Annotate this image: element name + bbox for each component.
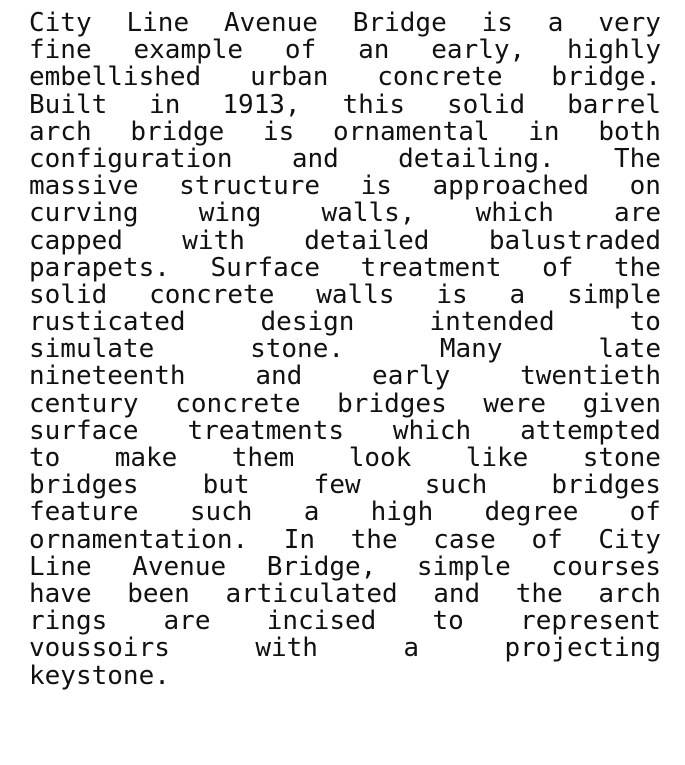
word: represent bbox=[520, 606, 661, 637]
word: is bbox=[262, 116, 295, 147]
text-line bbox=[29, 578, 661, 609]
text-line bbox=[29, 415, 661, 446]
text-line bbox=[29, 336, 661, 363]
word: voussoirs bbox=[29, 633, 170, 664]
word: simple bbox=[567, 279, 661, 310]
word: capped bbox=[29, 225, 123, 256]
word: high bbox=[370, 497, 434, 528]
word: feature bbox=[29, 497, 139, 528]
word: Many bbox=[439, 334, 503, 365]
word: wing bbox=[198, 198, 262, 229]
word: early bbox=[372, 361, 451, 392]
word: of bbox=[284, 35, 317, 66]
word: detailed bbox=[304, 225, 430, 256]
word: in bbox=[528, 116, 560, 147]
text-line bbox=[29, 608, 661, 635]
word: rusticated bbox=[29, 307, 186, 338]
word: highly bbox=[567, 35, 661, 66]
word: concrete bbox=[175, 388, 301, 419]
word: and bbox=[255, 361, 303, 392]
word: on bbox=[629, 171, 661, 202]
word: ornamentation. bbox=[29, 524, 249, 555]
word: late bbox=[598, 334, 661, 365]
text-line bbox=[29, 252, 661, 283]
word: rings bbox=[29, 606, 108, 637]
word: treatments bbox=[187, 415, 345, 446]
word: this bbox=[342, 89, 406, 120]
text-line bbox=[29, 388, 661, 419]
word: fine bbox=[29, 35, 92, 66]
text-line bbox=[29, 499, 661, 526]
word: been bbox=[127, 578, 190, 609]
text-line bbox=[29, 37, 661, 64]
word: Avenue bbox=[132, 551, 227, 582]
word: keystone. bbox=[29, 660, 170, 691]
word: like bbox=[465, 443, 529, 473]
word: case bbox=[433, 524, 496, 555]
word: an bbox=[358, 35, 390, 66]
word: detailing. bbox=[398, 143, 555, 174]
word: Line bbox=[126, 8, 190, 38]
text-line bbox=[29, 64, 661, 91]
word: incised bbox=[266, 606, 377, 637]
word: very bbox=[598, 8, 661, 38]
word: City bbox=[29, 8, 92, 38]
word: stone bbox=[582, 443, 661, 473]
word: a bbox=[403, 633, 420, 664]
text-line bbox=[29, 143, 661, 174]
word: were bbox=[483, 388, 547, 419]
word: solid bbox=[446, 89, 526, 120]
text-line bbox=[29, 635, 661, 662]
word: Built bbox=[29, 89, 108, 120]
word: Avenue bbox=[224, 8, 318, 38]
word: such bbox=[189, 497, 253, 528]
word: have bbox=[29, 578, 92, 609]
word: the bbox=[350, 524, 398, 555]
word: treatment bbox=[360, 252, 502, 283]
word: City bbox=[598, 524, 661, 555]
text-line bbox=[29, 551, 661, 582]
word: few bbox=[313, 470, 361, 501]
text-line bbox=[29, 200, 661, 227]
word: urban bbox=[250, 62, 329, 93]
word: is bbox=[360, 171, 392, 202]
word: bridge. bbox=[551, 62, 661, 93]
text-line bbox=[29, 309, 661, 336]
word: given bbox=[582, 388, 661, 419]
word: the bbox=[613, 252, 661, 283]
word: In bbox=[283, 524, 316, 555]
word: in bbox=[149, 89, 181, 120]
word: bridges bbox=[337, 388, 447, 419]
word: walls, bbox=[321, 198, 416, 229]
word: concrete bbox=[149, 279, 275, 310]
word: but bbox=[202, 470, 250, 501]
word: curving bbox=[29, 198, 139, 229]
text-line bbox=[29, 660, 661, 691]
word: parapets. bbox=[29, 252, 170, 283]
word: to bbox=[432, 606, 464, 637]
word: ornamental bbox=[333, 116, 490, 147]
text-line bbox=[29, 472, 661, 499]
word: a bbox=[547, 8, 564, 38]
word: bridges bbox=[29, 470, 139, 501]
word: to bbox=[29, 443, 61, 473]
text-line bbox=[29, 116, 661, 147]
word: bridges bbox=[551, 470, 661, 501]
word: degree bbox=[484, 497, 579, 528]
word: the bbox=[515, 578, 563, 609]
word: attempted bbox=[520, 415, 661, 446]
word: Bridge bbox=[352, 8, 447, 38]
word: a bbox=[303, 497, 320, 528]
word: approached bbox=[432, 171, 590, 202]
word: configuration bbox=[29, 143, 233, 174]
word: structure bbox=[179, 171, 321, 202]
word: of bbox=[531, 524, 563, 555]
word: are bbox=[163, 606, 211, 637]
word: concrete bbox=[377, 62, 503, 93]
word: intended bbox=[429, 307, 555, 338]
word: with bbox=[182, 225, 245, 256]
word: 1913, bbox=[222, 89, 301, 120]
word: such bbox=[424, 470, 488, 501]
word: are bbox=[614, 198, 661, 229]
text-line bbox=[29, 10, 661, 37]
word: with bbox=[255, 633, 318, 664]
word: solid bbox=[29, 279, 108, 310]
word: them bbox=[231, 443, 295, 473]
word: nineteenth bbox=[29, 361, 186, 392]
word: is bbox=[436, 279, 468, 310]
word: Surface bbox=[210, 252, 321, 283]
word: century bbox=[29, 388, 139, 419]
word: arch bbox=[598, 578, 661, 609]
word: a bbox=[509, 279, 526, 310]
word: courses bbox=[551, 551, 661, 582]
text-line bbox=[29, 225, 661, 256]
word: example bbox=[133, 35, 244, 66]
word: massive bbox=[29, 171, 139, 202]
word: balustraded bbox=[488, 225, 661, 256]
word: which bbox=[392, 415, 472, 446]
word: embellished bbox=[29, 62, 202, 93]
word: surface bbox=[29, 415, 139, 446]
word: both bbox=[598, 116, 661, 147]
word: which bbox=[475, 198, 554, 229]
word: stone. bbox=[250, 334, 345, 365]
word: projecting bbox=[504, 633, 661, 664]
text-line bbox=[29, 173, 661, 200]
paragraph bbox=[29, 10, 661, 690]
text-line bbox=[29, 89, 661, 120]
word: walls bbox=[316, 279, 395, 310]
word: simple bbox=[416, 551, 511, 582]
word: Bridge, bbox=[266, 551, 377, 582]
text-line bbox=[29, 279, 661, 310]
word: simulate bbox=[29, 334, 155, 365]
word: bridge bbox=[130, 116, 225, 147]
word: articulated bbox=[225, 578, 398, 609]
word: arch bbox=[29, 116, 92, 147]
word: The bbox=[614, 143, 661, 174]
word: of bbox=[629, 497, 661, 528]
word: of bbox=[542, 252, 574, 283]
word: to bbox=[629, 307, 661, 338]
word: early, bbox=[431, 35, 526, 66]
text-line bbox=[29, 363, 661, 390]
word: twentieth bbox=[520, 361, 661, 392]
word: barrel bbox=[567, 89, 661, 120]
text-line bbox=[29, 524, 661, 555]
word: Line bbox=[29, 551, 92, 582]
word: design bbox=[260, 307, 355, 338]
word: look bbox=[348, 443, 412, 473]
word: is bbox=[481, 8, 513, 38]
word: make bbox=[114, 443, 178, 473]
word: and bbox=[291, 143, 339, 174]
text-line bbox=[29, 445, 661, 472]
word: and bbox=[433, 578, 481, 609]
